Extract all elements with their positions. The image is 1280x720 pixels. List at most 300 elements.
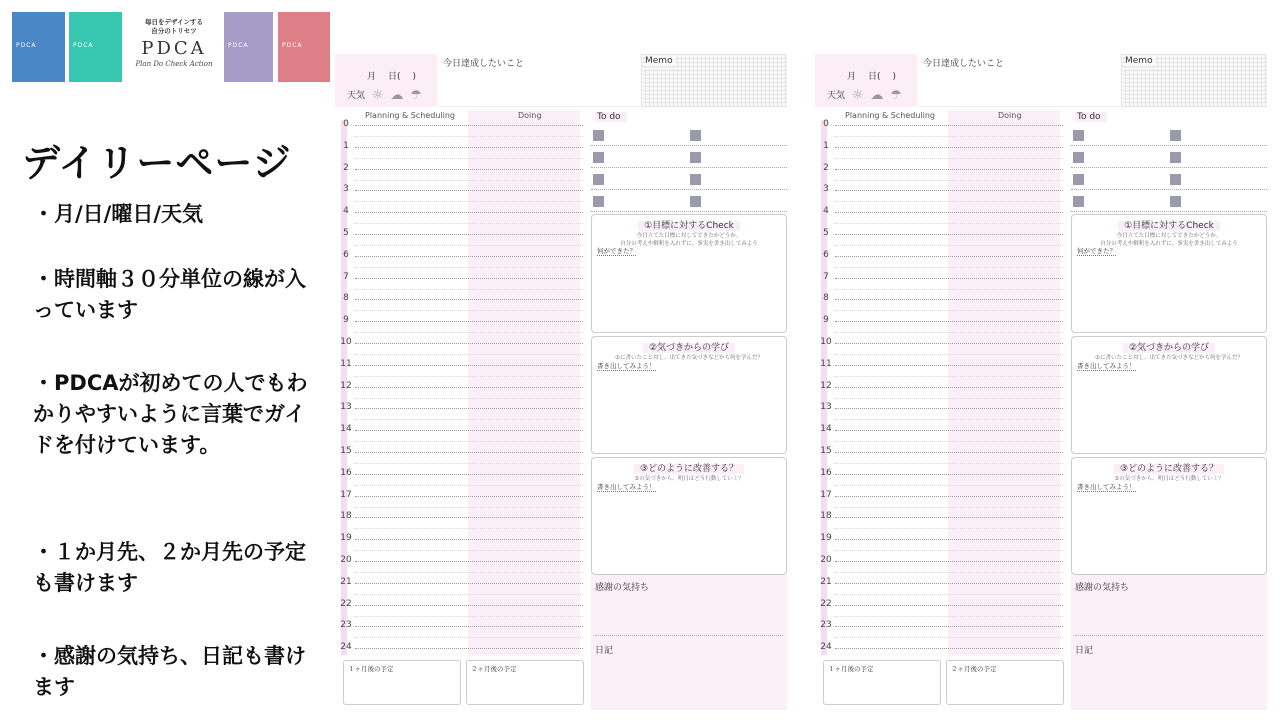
weather-label: 天気 xyxy=(827,91,846,101)
todo-row xyxy=(1071,124,1267,146)
hour-number: 16 xyxy=(820,467,832,478)
check-prompt: 何ができた？ xyxy=(597,247,636,255)
hour-number: 17 xyxy=(820,489,832,500)
half-hour-line xyxy=(835,572,1063,573)
todo-box[interactable] xyxy=(591,110,787,212)
cloud-icon[interactable]: ☁ xyxy=(390,88,404,103)
hour-line xyxy=(355,517,583,518)
feature-date-weather: ・月/日/曜日/天気 xyxy=(33,202,204,226)
hour-row[interactable] xyxy=(335,337,583,365)
todo-label: To do xyxy=(595,112,627,122)
hour-row[interactable] xyxy=(815,119,1063,147)
half-hour-line xyxy=(355,289,583,290)
half-hour-line xyxy=(355,637,583,638)
learning-box[interactable] xyxy=(1071,336,1267,454)
hour-row[interactable] xyxy=(335,620,583,648)
hour-number: 3 xyxy=(823,184,829,195)
schedule-grid[interactable] xyxy=(335,110,585,655)
hour-row[interactable] xyxy=(815,598,1063,627)
hour-number: 11 xyxy=(820,358,832,369)
hour-row[interactable] xyxy=(815,358,1063,387)
date-month-label: 月 xyxy=(367,72,377,82)
hour-row[interactable] xyxy=(335,489,583,518)
half-hour-line xyxy=(835,289,1063,290)
hour-row[interactable] xyxy=(815,489,1063,518)
hour-number: 6 xyxy=(343,249,349,260)
hour-line xyxy=(355,212,583,213)
hour-row[interactable] xyxy=(815,184,1063,212)
hour-row[interactable] xyxy=(335,249,583,278)
divider xyxy=(595,635,783,636)
todo-checkbox[interactable] xyxy=(1073,152,1084,163)
check-title-text: ①目標に対するCheck xyxy=(1118,221,1220,231)
planner-page-2 xyxy=(815,54,1267,710)
hour-row[interactable] xyxy=(815,402,1063,430)
todo-checkbox[interactable] xyxy=(1073,174,1084,185)
memo-label: Memo xyxy=(645,56,673,66)
half-hour-line xyxy=(835,354,1063,355)
hour-number: 0 xyxy=(823,119,829,129)
hour-line xyxy=(835,365,1063,366)
todo-checkbox[interactable] xyxy=(690,130,701,141)
learning-title-text: ②気づきからの学び xyxy=(643,343,735,353)
hour-line xyxy=(835,169,1063,170)
todo-checkbox[interactable] xyxy=(593,196,604,207)
learning-title xyxy=(592,340,786,353)
planning-header: Planning & Scheduling xyxy=(845,111,935,120)
hour-row[interactable] xyxy=(335,271,583,300)
half-hour-line xyxy=(835,419,1063,420)
hour-number: 20 xyxy=(340,555,352,565)
hour-line xyxy=(835,125,1063,126)
date-weather-box xyxy=(815,54,917,107)
half-hour-line xyxy=(355,201,583,202)
todo-checkbox[interactable] xyxy=(1073,130,1084,141)
learning-guide: ①に書いたこと対し、出てきた気づきなどから何を学んだ？ xyxy=(1095,355,1243,361)
hour-line xyxy=(355,125,583,126)
hour-line xyxy=(835,430,1063,431)
hour-row[interactable] xyxy=(335,315,583,343)
weather-row xyxy=(827,88,902,103)
cover-main-line2: 自分のトリセツ xyxy=(151,27,197,35)
check-guide-2: 自分の考えや解釈を入れずに、事実を書き出してみよう xyxy=(620,241,758,247)
hour-line xyxy=(835,648,1063,649)
hour-number: 14 xyxy=(820,424,832,435)
hour-line xyxy=(355,496,583,497)
hour-number: 14 xyxy=(340,424,352,435)
hour-row[interactable] xyxy=(815,293,1063,321)
hour-number: 10 xyxy=(820,337,832,347)
half-hour-line xyxy=(835,223,1063,224)
todo-row xyxy=(1071,146,1267,168)
hour-number: 1 xyxy=(343,140,349,151)
hour-row[interactable] xyxy=(815,620,1063,648)
half-hour-line xyxy=(355,267,583,268)
half-hour-line xyxy=(355,136,583,137)
hour-line xyxy=(355,365,583,366)
half-hour-line xyxy=(355,332,583,333)
todo-checkbox[interactable] xyxy=(1170,130,1181,141)
half-hour-line xyxy=(835,158,1063,159)
half-hour-line xyxy=(355,419,583,420)
half-hour-line xyxy=(835,528,1063,529)
date-day-label: 日( xyxy=(868,72,881,82)
improve-title xyxy=(592,461,786,474)
cloud-icon[interactable]: ☁ xyxy=(870,88,884,103)
hour-line xyxy=(355,452,583,453)
todo-checkbox[interactable] xyxy=(593,130,604,141)
date-paren-label: ) xyxy=(412,72,417,82)
feature-future-plans: ・１か月先、２か月先の予定も書けます xyxy=(33,540,306,595)
half-hour-line xyxy=(835,398,1063,399)
half-hour-line xyxy=(835,245,1063,246)
hour-line xyxy=(355,626,583,627)
improve-prompt: 書き出してみよう！ xyxy=(1077,483,1136,491)
improve-prompt: 書き出してみよう！ xyxy=(597,483,656,491)
hour-line xyxy=(835,190,1063,191)
hour-row[interactable] xyxy=(815,511,1063,539)
divider xyxy=(1075,635,1263,636)
hour-line xyxy=(355,234,583,235)
hour-row[interactable] xyxy=(335,511,583,539)
hour-row[interactable] xyxy=(815,533,1063,561)
hour-line xyxy=(355,474,583,475)
hour-line xyxy=(355,278,583,279)
hour-number: 15 xyxy=(340,446,352,456)
cover-title: PDCA xyxy=(228,42,249,49)
todo-row xyxy=(1071,168,1267,190)
learning-box[interactable] xyxy=(591,336,787,454)
hour-row[interactable] xyxy=(335,358,583,387)
hour-number: 23 xyxy=(820,620,832,631)
page-heading: デイリーページ xyxy=(22,141,292,185)
hour-row[interactable] xyxy=(815,380,1063,409)
todo-checkbox[interactable] xyxy=(1073,196,1084,207)
planning-header: Planning & Scheduling xyxy=(365,111,455,120)
weather-label: 天気 xyxy=(347,91,366,101)
hour-number: 8 xyxy=(343,293,349,304)
hour-row[interactable] xyxy=(335,446,583,474)
check-prompt: 何ができた？ xyxy=(1077,247,1116,255)
learning-title xyxy=(1072,340,1266,353)
hour-row[interactable] xyxy=(815,206,1063,234)
half-hour-line xyxy=(835,507,1063,508)
todo-checkbox[interactable] xyxy=(1170,196,1181,207)
hour-line xyxy=(835,474,1063,475)
hour-line xyxy=(835,452,1063,453)
check-title-text: ①目標に対するCheck xyxy=(638,221,740,231)
hour-line xyxy=(355,648,583,649)
one-month-box[interactable] xyxy=(343,660,461,705)
todo-box[interactable] xyxy=(1071,110,1267,212)
hour-row[interactable] xyxy=(335,380,583,409)
hour-row[interactable] xyxy=(335,576,583,605)
half-hour-line xyxy=(355,223,583,224)
hour-number: 9 xyxy=(343,315,349,326)
check-title xyxy=(592,218,786,231)
goal-label: 今日達成したいこと xyxy=(923,59,1005,69)
hour-row[interactable] xyxy=(335,140,583,169)
half-hour-line xyxy=(355,180,583,181)
goal-box[interactable] xyxy=(919,54,1119,107)
hour-number: 21 xyxy=(820,576,832,587)
hour-row[interactable] xyxy=(815,140,1063,169)
todo-checkbox[interactable] xyxy=(1170,174,1181,185)
learning-guide: ①に書いたこと対し、出てきた気づきなどから何を学んだ？ xyxy=(615,355,763,361)
hour-number: 1 xyxy=(823,140,829,151)
hour-line xyxy=(835,278,1063,279)
learning-prompt: 書き出してみよう！ xyxy=(1077,362,1136,370)
todo-row xyxy=(591,146,787,168)
hour-number: 22 xyxy=(340,598,352,609)
date-day-label: 日( xyxy=(388,72,401,82)
todo-checkbox[interactable] xyxy=(1170,152,1181,163)
hour-number: 19 xyxy=(340,533,352,544)
todo-checkbox[interactable] xyxy=(690,174,701,185)
hour-number: 18 xyxy=(340,511,352,522)
half-hour-line xyxy=(355,507,583,508)
hour-number: 4 xyxy=(343,206,349,217)
hour-number: 20 xyxy=(820,555,832,565)
gratitude-diary-box[interactable] xyxy=(591,575,787,710)
todo-checkbox[interactable] xyxy=(593,152,604,163)
doing-header: Doing xyxy=(998,111,1022,120)
hour-row[interactable] xyxy=(815,555,1063,583)
half-hour-line xyxy=(355,158,583,159)
half-hour-line xyxy=(355,594,583,595)
cover-teal xyxy=(69,12,122,82)
half-hour-line xyxy=(835,180,1063,181)
cover-main xyxy=(130,12,218,82)
hour-line xyxy=(835,234,1063,235)
hour-row[interactable] xyxy=(335,467,583,496)
hour-number: 5 xyxy=(823,228,829,238)
goal-label: 今日達成したいこと xyxy=(443,59,525,69)
hour-number: 10 xyxy=(340,337,352,347)
todo-row xyxy=(591,190,787,212)
check-box[interactable] xyxy=(1071,214,1267,333)
hour-line xyxy=(835,343,1063,344)
feature-time-axis: ・時間軸３０分単位の線が入っています xyxy=(33,267,306,322)
hour-number: 18 xyxy=(820,511,832,522)
hour-row[interactable] xyxy=(335,184,583,212)
hour-number: 24 xyxy=(820,642,832,653)
date-paren-label: ) xyxy=(892,72,897,82)
half-hour-line xyxy=(355,528,583,529)
half-hour-line xyxy=(835,594,1063,595)
half-hour-line xyxy=(835,136,1063,137)
gratitude-diary-box[interactable] xyxy=(1071,575,1267,710)
hour-number: 21 xyxy=(340,576,352,587)
hour-line xyxy=(835,583,1063,584)
hour-line xyxy=(835,321,1063,322)
half-hour-line xyxy=(835,267,1063,268)
umbrella-icon[interactable]: ☂ xyxy=(890,88,902,103)
hour-row[interactable] xyxy=(815,424,1063,452)
hour-row[interactable] xyxy=(335,119,583,147)
hour-row[interactable] xyxy=(815,228,1063,256)
hour-row[interactable] xyxy=(335,598,583,627)
hour-row[interactable] xyxy=(335,228,583,256)
feature-diary: ・感謝の気持ち、日記も書けます xyxy=(33,644,306,699)
hour-number: 11 xyxy=(340,358,352,369)
gratitude-label: 感謝の気持ち xyxy=(1075,583,1130,593)
cover-title: PDCA xyxy=(73,42,94,49)
learning-prompt: 書き出してみよう！ xyxy=(597,362,656,370)
hour-line xyxy=(835,626,1063,627)
two-month-box[interactable] xyxy=(466,660,584,705)
check-box[interactable] xyxy=(591,214,787,333)
one-month-label: １ヶ月後の予定 xyxy=(348,665,394,673)
umbrella-icon[interactable]: ☂ xyxy=(410,88,422,103)
hour-number: 19 xyxy=(820,533,832,544)
cover-title: PDCA xyxy=(282,42,303,49)
goal-box[interactable] xyxy=(439,54,639,107)
todo-row xyxy=(591,168,787,190)
two-month-box[interactable] xyxy=(946,660,1064,705)
hour-line xyxy=(835,299,1063,300)
check-guide-2: 自分の考えや解釈を入れずに、事実を書き出してみよう xyxy=(1100,241,1238,247)
hour-number: 0 xyxy=(343,119,349,129)
check-guide-1: 今日立てた目標に対してできたかどうか。 xyxy=(1116,233,1222,239)
memo-label: Memo xyxy=(1125,56,1153,66)
hour-line xyxy=(355,321,583,322)
cover-title: PDCA xyxy=(16,42,37,49)
hour-number: 7 xyxy=(823,271,829,282)
hour-line xyxy=(355,343,583,344)
hour-line xyxy=(835,408,1063,409)
hour-line xyxy=(355,605,583,606)
half-hour-line xyxy=(835,310,1063,311)
hour-line xyxy=(355,190,583,191)
hour-row[interactable] xyxy=(815,467,1063,496)
two-month-label: ２ヶ月後の予定 xyxy=(951,665,997,673)
half-hour-line xyxy=(835,201,1063,202)
memo-box[interactable] xyxy=(1121,54,1267,107)
hour-number: 9 xyxy=(823,315,829,326)
improve-title-text: ③どのように改善する？ xyxy=(634,464,744,474)
two-month-label: ２ヶ月後の予定 xyxy=(471,665,517,673)
schedule-grid[interactable] xyxy=(815,110,1065,655)
half-hour-line xyxy=(355,485,583,486)
todo-checkbox[interactable] xyxy=(690,196,701,207)
hour-line xyxy=(355,539,583,540)
improve-box[interactable] xyxy=(1071,457,1267,575)
one-month-box[interactable] xyxy=(823,660,941,705)
hour-number: 2 xyxy=(343,162,349,173)
cover-thumbnails xyxy=(12,12,332,82)
hour-row[interactable] xyxy=(335,162,583,191)
memo-box[interactable] xyxy=(641,54,787,107)
hour-line xyxy=(835,147,1063,148)
date-weather-box xyxy=(335,54,437,107)
hour-number: 6 xyxy=(823,249,829,260)
half-hour-line xyxy=(355,463,583,464)
hour-line xyxy=(835,496,1063,497)
cover-blue xyxy=(12,12,65,82)
todo-checkbox[interactable] xyxy=(690,152,701,163)
learning-title-text: ②気づきからの学び xyxy=(1123,343,1215,353)
half-hour-line xyxy=(835,485,1063,486)
check-title xyxy=(1072,218,1266,231)
half-hour-line xyxy=(355,398,583,399)
todo-checkbox[interactable] xyxy=(593,174,604,185)
hour-number: 13 xyxy=(820,402,832,413)
diary-label: 日記 xyxy=(595,646,614,656)
hour-line xyxy=(835,605,1063,606)
improve-box[interactable] xyxy=(591,457,787,575)
one-month-label: １ヶ月後の予定 xyxy=(828,665,874,673)
hour-row[interactable] xyxy=(335,555,583,583)
improve-guide: ②の気づきから、明日はどう行動していく？ xyxy=(634,476,744,482)
hour-number: 17 xyxy=(340,489,352,500)
hour-line xyxy=(835,256,1063,257)
hour-line xyxy=(355,299,583,300)
hour-number: 5 xyxy=(343,228,349,238)
hour-row[interactable] xyxy=(815,271,1063,300)
hour-line xyxy=(355,256,583,257)
hour-number: 23 xyxy=(340,620,352,631)
hour-number: 4 xyxy=(823,206,829,217)
hour-number: 12 xyxy=(820,380,832,391)
hour-number: 7 xyxy=(343,271,349,282)
hour-line xyxy=(835,517,1063,518)
cover-main-subtitle: Plan Do Check Action xyxy=(135,60,213,68)
hour-line xyxy=(355,430,583,431)
doing-header: Doing xyxy=(518,111,542,120)
diary-label: 日記 xyxy=(1075,646,1094,656)
hour-number: 16 xyxy=(340,467,352,478)
hour-row[interactable] xyxy=(335,206,583,234)
half-hour-line xyxy=(355,310,583,311)
todo-row xyxy=(591,124,787,146)
hour-row[interactable] xyxy=(815,576,1063,605)
hour-number: 13 xyxy=(340,402,352,413)
hour-line xyxy=(835,539,1063,540)
hour-row[interactable] xyxy=(815,162,1063,191)
hour-row[interactable] xyxy=(335,293,583,321)
hour-row[interactable] xyxy=(335,424,583,452)
hour-row[interactable] xyxy=(815,446,1063,474)
half-hour-line xyxy=(355,376,583,377)
half-hour-line xyxy=(355,616,583,617)
hour-row[interactable] xyxy=(335,402,583,430)
half-hour-line xyxy=(835,441,1063,442)
improve-title-text: ③どのように改善する？ xyxy=(1114,464,1224,474)
sun-icon[interactable]: ☼ xyxy=(851,88,864,103)
half-hour-line xyxy=(835,376,1063,377)
sun-icon[interactable]: ☼ xyxy=(371,88,384,103)
hour-line xyxy=(355,147,583,148)
half-hour-line xyxy=(355,354,583,355)
half-hour-line xyxy=(355,572,583,573)
gratitude-label: 感謝の気持ち xyxy=(595,583,650,593)
hour-number: 3 xyxy=(343,184,349,195)
hour-line xyxy=(355,408,583,409)
hour-row[interactable] xyxy=(815,315,1063,343)
todo-label: To do xyxy=(1075,112,1107,122)
half-hour-line xyxy=(835,463,1063,464)
hour-row[interactable] xyxy=(335,533,583,561)
half-hour-line xyxy=(835,616,1063,617)
hour-number: 24 xyxy=(340,642,352,653)
hour-number: 8 xyxy=(823,293,829,304)
improve-title xyxy=(1072,461,1266,474)
hour-row[interactable] xyxy=(815,249,1063,278)
check-guide-1: 今日立てた目標に対してできたかどうか。 xyxy=(636,233,742,239)
hour-row[interactable] xyxy=(815,337,1063,365)
date-fields xyxy=(367,69,428,82)
